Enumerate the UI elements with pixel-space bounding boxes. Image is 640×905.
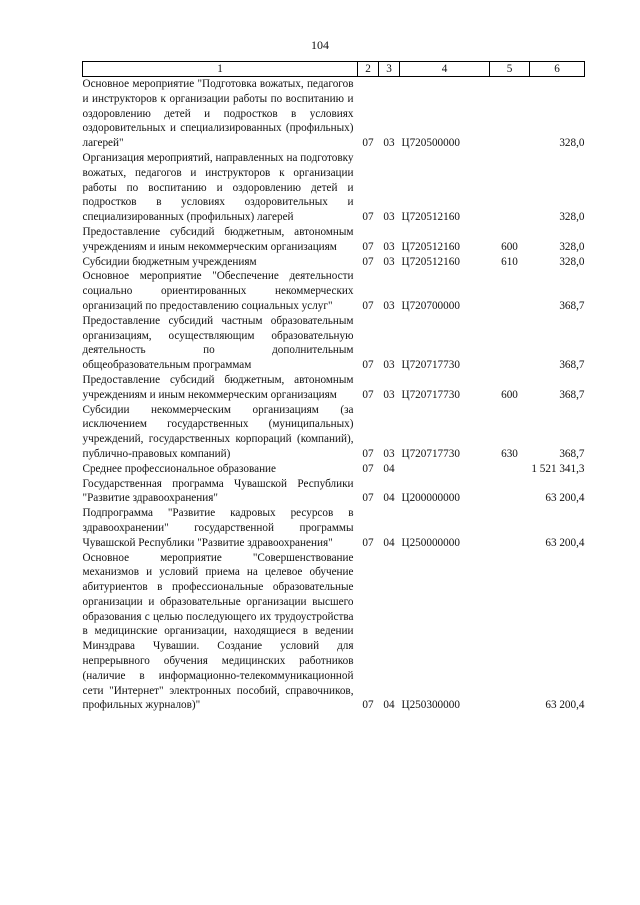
row-amount-cell: 63 200,4 xyxy=(545,699,585,712)
row-target-article-cell: Ц720512160 xyxy=(401,240,460,253)
row-section-cell: 07 xyxy=(362,137,374,150)
row-amount-cell: 328,0 xyxy=(559,211,585,224)
row-amount-cell: 328,0 xyxy=(559,137,585,150)
row-target-article-cell: Ц200000000 xyxy=(401,492,460,505)
row-target-article-cell: Ц720700000 xyxy=(401,299,460,312)
row-subsection-cell: 03 xyxy=(383,388,395,401)
row-expense-type-cell xyxy=(490,314,530,373)
row-subsection-cell: 04 xyxy=(383,462,395,475)
row-subsection-cell: 04 xyxy=(383,536,395,549)
row-expense-type-cell: 600 xyxy=(501,240,518,253)
header-row xyxy=(83,62,585,77)
row-expense-type-cell xyxy=(490,506,530,550)
row-target-article-cell: Ц720512160 xyxy=(401,255,460,268)
row-subsection-cell: 03 xyxy=(383,137,395,150)
budget-table xyxy=(82,61,585,713)
row-section-cell: 07 xyxy=(362,255,374,268)
row-subsection-cell: 04 xyxy=(383,492,395,505)
row-amount-cell: 368,7 xyxy=(559,359,585,372)
row-name-cell: Предоставление субсидий частным образовательным организациям, осуществляющим образовательную деятельность по дополнительным общеобразовательным программам xyxy=(82,314,354,372)
header-col-3: 3 xyxy=(379,62,400,77)
row-target-article-cell: Ц720717730 xyxy=(401,447,460,460)
row-section-cell: 07 xyxy=(362,299,374,312)
row-target-article-cell: Ц720717730 xyxy=(401,359,460,372)
row-section-cell: 07 xyxy=(362,447,374,460)
row-section-cell: 07 xyxy=(362,536,374,549)
row-section-cell: 07 xyxy=(362,388,374,401)
table-body xyxy=(83,77,585,714)
header-col-5: 5 xyxy=(490,62,530,77)
row-target-article-cell xyxy=(400,462,490,477)
row-name-cell: Организация мероприятий, направленных на подготовку вожатых, педагогов и инструкторов к организации работы по воспитанию и оздоровлению детей и подростков в условиях оздоровительных и специализированных (профильных) лагерей xyxy=(82,151,354,224)
row-subsection-cell: 03 xyxy=(383,447,395,460)
row-expense-type-cell: 610 xyxy=(501,255,518,268)
row-name-cell: Основное мероприятие "Подготовка вожатых, педагогов и инструкторов к организации работы по воспитанию и оздоровлению детей и подростков в условиях оздоровительных и специализированных (профильных) лагерей" xyxy=(82,78,354,150)
table-row xyxy=(83,373,585,403)
row-name-cell: Субсидии некоммерческим организациям (за исключением государственных (муниципальных) учреждений, государственных корпораций (компаний), публично-правовых компаний) xyxy=(82,403,354,460)
row-subsection-cell: 03 xyxy=(383,255,395,268)
table-row xyxy=(83,314,585,373)
table-row xyxy=(83,477,585,507)
row-amount-cell: 368,7 xyxy=(559,388,585,401)
row-expense-type-cell xyxy=(490,477,530,507)
row-amount-cell: 1 521 341,3 xyxy=(531,462,585,475)
row-amount-cell: 328,0 xyxy=(559,255,585,268)
row-amount-cell: 328,0 xyxy=(559,240,585,253)
row-name-cell: Основное мероприятие "Обеспечение деятельности социально ориентированных некоммерческих организаций по предоставлению социальных услуг" xyxy=(82,270,354,312)
row-section-cell: 07 xyxy=(362,492,374,505)
row-amount-cell: 63 200,4 xyxy=(545,492,585,505)
row-section-cell: 07 xyxy=(362,699,374,712)
row-subsection-cell: 03 xyxy=(383,359,395,372)
page-number: 104 xyxy=(311,38,329,52)
row-target-article-cell: Ц720500000 xyxy=(401,137,460,150)
row-subsection-cell: 04 xyxy=(383,699,395,712)
row-expense-type-cell xyxy=(490,462,530,477)
table-row xyxy=(83,506,585,550)
row-name-cell: Подпрограмма "Развитие кадровых ресурсов в здравоохранении" государственной программы Чувашской Республики "Развитие здравоохранения" xyxy=(82,507,354,549)
row-subsection-cell: 03 xyxy=(383,211,395,224)
row-name-cell: Предоставление субсидий бюджетным, автономным учреждениям и иным некоммерческим организациям xyxy=(82,373,354,401)
row-section-cell: 07 xyxy=(362,359,374,372)
row-section-cell: 07 xyxy=(362,462,374,475)
row-name-cell: Среднее профессиональное образование xyxy=(82,462,277,475)
row-expense-type-cell xyxy=(490,551,530,714)
table-row xyxy=(83,151,585,225)
row-target-article-cell: Ц250300000 xyxy=(401,699,460,712)
table-row xyxy=(83,255,585,270)
header-col-2: 2 xyxy=(358,62,379,77)
header-col-1: 1 xyxy=(83,62,358,77)
row-target-article-cell: Ц720512160 xyxy=(401,211,460,224)
table-row xyxy=(83,403,585,462)
row-subsection-cell: 03 xyxy=(383,240,395,253)
row-expense-type-cell: 630 xyxy=(501,447,518,460)
row-expense-type-cell xyxy=(490,151,530,225)
row-expense-type-cell xyxy=(490,77,530,151)
table-row xyxy=(83,77,585,151)
row-amount-cell: 368,7 xyxy=(559,447,585,460)
table-row xyxy=(83,225,585,255)
row-expense-type-cell xyxy=(490,269,530,313)
row-amount-cell: 63 200,4 xyxy=(545,536,585,549)
row-expense-type-cell: 600 xyxy=(501,388,518,401)
table-row xyxy=(83,462,585,477)
row-name-cell: Предоставление субсидий бюджетным, автономным учреждениям и иным некоммерческим организациям xyxy=(82,225,354,253)
row-amount-cell: 368,7 xyxy=(559,299,585,312)
header-col-6: 6 xyxy=(530,62,585,77)
row-section-cell: 07 xyxy=(362,211,374,224)
row-name-cell: Основное мероприятие "Совершенствование механизмов и условий приема на целевое обучение абитуриентов в профессиональные образовательные организации и образовательные организации высшего образования с целью последующего их трудоустройства в медицинские организации, находящиеся в ведении Минздрава Чувашии. Создание условий для непрерывного обучения медицинских работников (наличие в информационно-телекоммуникационной сети "Интернет" электронных пособий, справочников, профильных журналов)" xyxy=(82,551,354,712)
table-row xyxy=(83,269,585,313)
row-section-cell: 07 xyxy=(362,240,374,253)
row-name-cell: Субсидии бюджетным учреждениям xyxy=(82,255,257,268)
table-row xyxy=(83,551,585,714)
row-target-article-cell: Ц250000000 xyxy=(401,536,460,549)
row-name-cell: Государственная программа Чувашской Республики "Развитие здравоохранения" xyxy=(82,477,354,505)
row-subsection-cell: 03 xyxy=(383,299,395,312)
row-target-article-cell: Ц720717730 xyxy=(401,388,460,401)
header-col-4: 4 xyxy=(400,62,490,77)
